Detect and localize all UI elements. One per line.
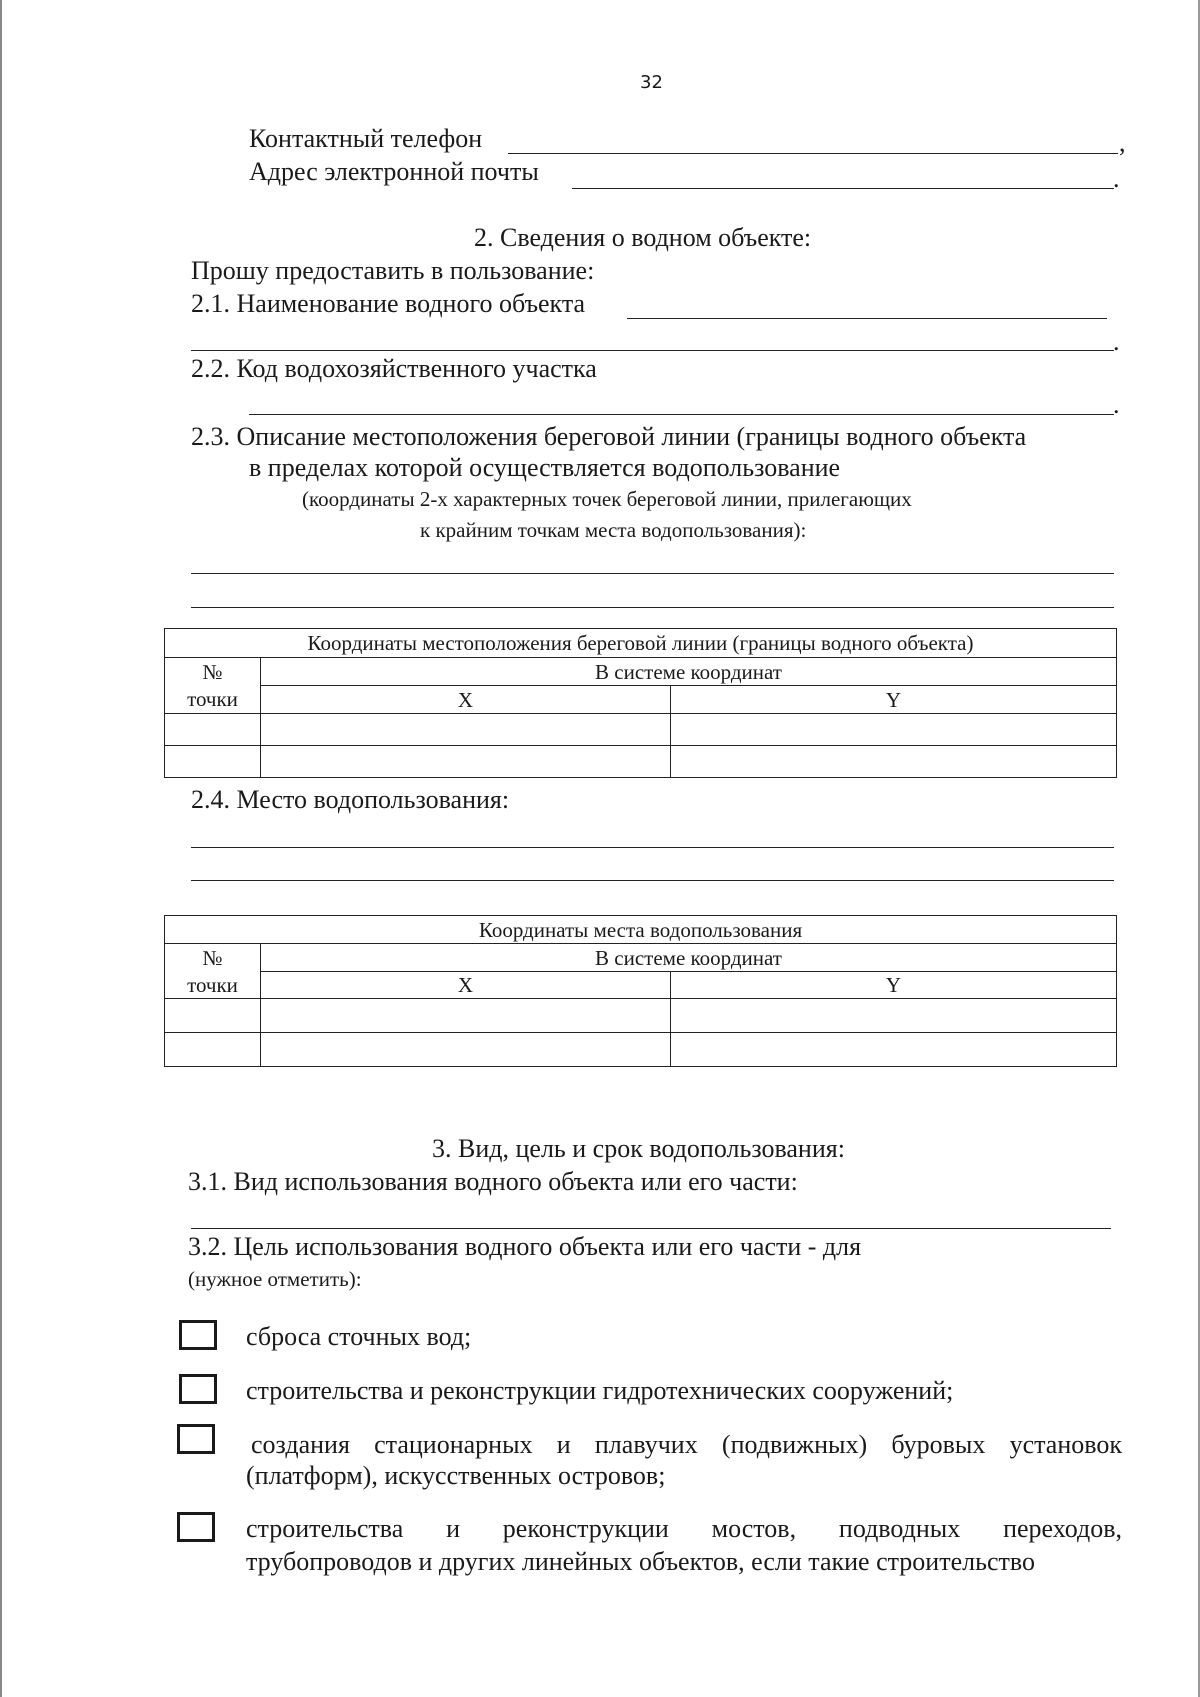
shoreline-description-line-1[interactable] [191, 573, 1114, 574]
water-section-code-line[interactable] [249, 414, 1114, 415]
table1-x-header: X [261, 686, 671, 714]
table-row [165, 999, 1117, 1033]
table1-cell-num[interactable] [165, 714, 261, 746]
table2-num-header: № [165, 944, 261, 972]
scan-edge-left [0, 0, 2, 1697]
checkbox-wastewater-discharge[interactable] [179, 1320, 217, 1350]
water-use-place-line-2[interactable] [191, 880, 1114, 881]
phone-label: Контактный телефон [249, 124, 483, 153]
item-2-1-end: . [1113, 327, 1120, 356]
water-use-coordinates-table [164, 915, 1117, 1067]
option-drilling-platforms-line-2: (платформ), искусственных островов; [246, 1461, 666, 1490]
table-row [165, 1033, 1117, 1067]
phone-line-end: , [1119, 128, 1126, 157]
item-2-2-label: 2.2. Код водохозяйственного участка [191, 354, 597, 383]
item-2-3-line-1: 2.3. Описание местоположения береговой линии (границы водного объекта [191, 422, 1027, 451]
table-row [165, 714, 1117, 746]
table1-cell-x[interactable] [261, 746, 671, 778]
page-number: 32 [640, 72, 663, 93]
table1-cell-x[interactable] [261, 714, 671, 746]
table1-cell-y[interactable] [671, 714, 1117, 746]
table2-system-header: В системе координат [261, 944, 1117, 972]
checkbox-bridges-pipelines[interactable] [177, 1512, 215, 1542]
option-bridges-pipelines-line-2: трубопроводов и других линейных объектов, если такие строительство [246, 1547, 1035, 1576]
table2-cell-y[interactable] [671, 1033, 1117, 1067]
table1-num-header: № [165, 658, 261, 686]
table1-cell-y[interactable] [671, 746, 1117, 778]
water-object-name-line[interactable] [627, 318, 1107, 319]
table2-x-header: X [261, 972, 671, 999]
item-3-2-note: (нужное отметить): [188, 1267, 362, 1291]
item-2-4-label: 2.4. Место водопользования: [191, 785, 510, 814]
item-2-3-note-1: (координаты 2-х характерных точек береговой линии, прилегающих [302, 487, 912, 511]
item-2-3-line-2: в пределах которой осуществляется водопользование [249, 453, 841, 482]
table2-cell-x[interactable] [261, 1033, 671, 1067]
table2-num-header-2: точки [165, 972, 261, 999]
section-3-title: 3. Вид, цель и срок водопользования: [432, 1134, 845, 1163]
section-2-intro: Прошу предоставить в пользование: [191, 256, 595, 285]
option-wastewater-discharge: сброса сточных вод; [246, 1322, 472, 1351]
water-object-name-line-2[interactable] [191, 350, 1114, 351]
table2-cell-x[interactable] [261, 999, 671, 1033]
item-3-1-label: 3.1. Вид использования водного объекта или его части: [188, 1167, 798, 1196]
table2-y-header: Y [671, 972, 1117, 999]
checkbox-hydraulic-structures[interactable] [179, 1374, 217, 1404]
checkbox-drilling-platforms[interactable] [177, 1424, 215, 1454]
item-3-2-label: 3.2. Цель использования водного объекта или его части - для [188, 1232, 862, 1261]
table2-title: Координаты места водопользования [165, 916, 1117, 944]
item-2-2-end: . [1113, 390, 1120, 419]
option-bridges-pipelines-line-1: строительства и реконструкции мостов, подводных переходов, [246, 1514, 1122, 1543]
email-label: Адрес электронной почты [249, 157, 539, 186]
email-field-line[interactable] [572, 188, 1114, 189]
table-row [165, 746, 1117, 778]
option-hydraulic-structures: строительства и реконструкции гидротехнических сооружений; [246, 1376, 954, 1405]
section-2-title: 2. Сведения о водном объекте: [474, 223, 812, 252]
shoreline-description-line-2[interactable] [191, 607, 1114, 608]
item-2-1-label: 2.1. Наименование водного объекта [191, 289, 586, 318]
table1-title: Координаты местоположения береговой линии (границы водного объекта) [165, 629, 1117, 658]
table1-system-header: В системе координат [261, 658, 1117, 686]
table1-cell-num[interactable] [165, 746, 261, 778]
item-2-3-note-2: к крайним точкам места водопользования): [420, 518, 807, 542]
table2-cell-num[interactable] [165, 999, 261, 1033]
table1-y-header: Y [671, 686, 1117, 714]
water-use-place-line-1[interactable] [191, 847, 1114, 848]
phone-field-line[interactable] [508, 153, 1118, 154]
email-line-end: . [1113, 164, 1120, 193]
water-use-type-line[interactable] [191, 1228, 1111, 1229]
table2-cell-y[interactable] [671, 999, 1117, 1033]
option-drilling-platforms-line-1: создания стационарных и плавучих (подвижных) буровых установок [251, 1430, 1122, 1459]
table2-cell-num[interactable] [165, 1033, 261, 1067]
shoreline-coordinates-table [164, 628, 1117, 778]
table1-num-header-2: точки [165, 686, 261, 714]
